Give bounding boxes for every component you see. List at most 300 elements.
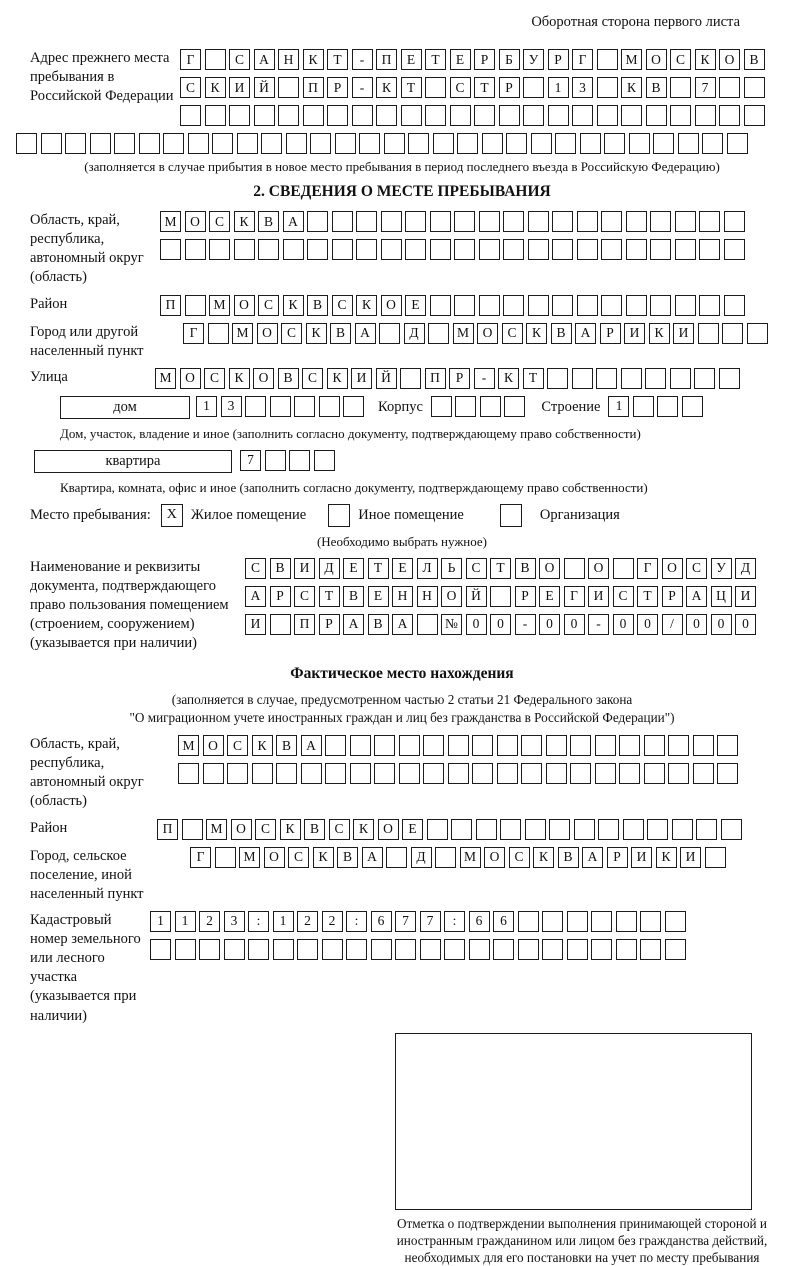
char-cell[interactable] bbox=[503, 295, 524, 316]
char-cell[interactable] bbox=[199, 939, 220, 960]
char-cell[interactable]: К bbox=[283, 295, 304, 316]
char-cell[interactable] bbox=[657, 396, 678, 417]
char-cell[interactable]: О bbox=[264, 847, 285, 868]
char-cell[interactable] bbox=[696, 819, 717, 840]
char-cell[interactable] bbox=[185, 239, 206, 260]
char-cell[interactable]: А bbox=[582, 847, 603, 868]
char-cell[interactable] bbox=[322, 939, 343, 960]
char-cell[interactable] bbox=[629, 133, 650, 154]
char-cell[interactable] bbox=[722, 323, 743, 344]
char-cell[interactable]: 0 bbox=[686, 614, 707, 635]
char-cell[interactable]: Л bbox=[417, 558, 438, 579]
char-cell[interactable]: И bbox=[624, 323, 645, 344]
char-cell[interactable] bbox=[675, 239, 696, 260]
char-cell[interactable] bbox=[356, 211, 377, 232]
char-cell[interactable]: К bbox=[695, 49, 716, 70]
char-cell[interactable] bbox=[332, 239, 353, 260]
char-cell[interactable]: : bbox=[248, 911, 269, 932]
char-cell[interactable]: Д bbox=[411, 847, 432, 868]
char-cell[interactable] bbox=[717, 763, 738, 784]
char-cell[interactable] bbox=[518, 911, 539, 932]
char-cell[interactable] bbox=[591, 911, 612, 932]
char-cell[interactable]: О bbox=[477, 323, 498, 344]
char-cell[interactable]: Д bbox=[319, 558, 340, 579]
char-cell[interactable]: У bbox=[523, 49, 544, 70]
char-cell[interactable] bbox=[425, 77, 446, 98]
char-cell[interactable] bbox=[564, 558, 585, 579]
char-cell[interactable]: А bbox=[686, 586, 707, 607]
char-cell[interactable]: 2 bbox=[322, 911, 343, 932]
char-cell[interactable] bbox=[430, 295, 451, 316]
char-cell[interactable]: № bbox=[441, 614, 462, 635]
char-cell[interactable] bbox=[381, 239, 402, 260]
char-cell[interactable] bbox=[332, 211, 353, 232]
char-cell[interactable] bbox=[626, 239, 647, 260]
char-cell[interactable]: 0 bbox=[564, 614, 585, 635]
char-cell[interactable]: С bbox=[450, 77, 471, 98]
char-cell[interactable] bbox=[552, 239, 573, 260]
char-cell[interactable]: - bbox=[352, 77, 373, 98]
char-cell[interactable]: 7 bbox=[395, 911, 416, 932]
char-cell[interactable] bbox=[435, 847, 456, 868]
char-cell[interactable] bbox=[546, 735, 567, 756]
char-cell[interactable] bbox=[675, 295, 696, 316]
char-cell[interactable]: К bbox=[353, 819, 374, 840]
char-cell[interactable] bbox=[604, 133, 625, 154]
char-cell[interactable] bbox=[521, 735, 542, 756]
char-cell[interactable] bbox=[307, 239, 328, 260]
char-cell[interactable]: К bbox=[498, 368, 519, 389]
char-cell[interactable] bbox=[451, 819, 472, 840]
char-cell[interactable]: О bbox=[257, 323, 278, 344]
char-cell[interactable]: О bbox=[441, 586, 462, 607]
char-cell[interactable] bbox=[549, 819, 570, 840]
char-cell[interactable] bbox=[335, 133, 356, 154]
char-cell[interactable] bbox=[699, 295, 720, 316]
char-cell[interactable]: 1 bbox=[273, 911, 294, 932]
char-cell[interactable] bbox=[567, 911, 588, 932]
char-cell[interactable]: Г bbox=[183, 323, 204, 344]
char-cell[interactable]: В bbox=[551, 323, 572, 344]
char-cell[interactable]: О bbox=[253, 368, 274, 389]
char-cell[interactable] bbox=[430, 211, 451, 232]
char-cell[interactable]: Г bbox=[180, 49, 201, 70]
char-cell[interactable]: Р bbox=[474, 49, 495, 70]
char-cell[interactable]: Р bbox=[499, 77, 520, 98]
char-cell[interactable] bbox=[542, 939, 563, 960]
char-cell[interactable]: С bbox=[180, 77, 201, 98]
char-cell[interactable]: М bbox=[209, 295, 230, 316]
char-cell[interactable] bbox=[248, 939, 269, 960]
char-cell[interactable]: : bbox=[346, 911, 367, 932]
char-cell[interactable]: Т bbox=[523, 368, 544, 389]
char-cell[interactable]: 1 bbox=[150, 911, 171, 932]
char-cell[interactable] bbox=[356, 239, 377, 260]
char-cell[interactable]: 7 bbox=[240, 450, 261, 471]
char-cell[interactable] bbox=[633, 396, 654, 417]
char-cell[interactable]: 0 bbox=[613, 614, 634, 635]
char-cell[interactable] bbox=[521, 763, 542, 784]
char-cell[interactable]: О bbox=[231, 819, 252, 840]
char-cell[interactable] bbox=[319, 396, 340, 417]
char-cell[interactable] bbox=[695, 105, 716, 126]
char-cell[interactable]: 0 bbox=[466, 614, 487, 635]
char-cell[interactable] bbox=[379, 323, 400, 344]
char-cell[interactable]: Р bbox=[270, 586, 291, 607]
char-cell[interactable]: 6 bbox=[493, 911, 514, 932]
char-cell[interactable] bbox=[278, 77, 299, 98]
char-cell[interactable] bbox=[325, 735, 346, 756]
char-cell[interactable] bbox=[307, 211, 328, 232]
char-cell[interactable] bbox=[675, 211, 696, 232]
char-cell[interactable] bbox=[65, 133, 86, 154]
char-cell[interactable] bbox=[699, 211, 720, 232]
char-cell[interactable]: С bbox=[502, 323, 523, 344]
char-cell[interactable]: О bbox=[719, 49, 740, 70]
char-cell[interactable] bbox=[548, 105, 569, 126]
char-cell[interactable] bbox=[114, 133, 135, 154]
char-cell[interactable] bbox=[234, 239, 255, 260]
char-cell[interactable] bbox=[212, 133, 233, 154]
char-cell[interactable]: С bbox=[302, 368, 323, 389]
char-cell[interactable] bbox=[350, 735, 371, 756]
char-cell[interactable]: Н bbox=[392, 586, 413, 607]
char-cell[interactable]: Т bbox=[490, 558, 511, 579]
char-cell[interactable]: О bbox=[234, 295, 255, 316]
char-cell[interactable]: С bbox=[294, 586, 315, 607]
char-cell[interactable] bbox=[433, 133, 454, 154]
char-cell[interactable] bbox=[400, 368, 421, 389]
char-cell[interactable] bbox=[448, 735, 469, 756]
char-cell[interactable] bbox=[399, 735, 420, 756]
char-cell[interactable]: С bbox=[204, 368, 225, 389]
char-cell[interactable] bbox=[598, 819, 619, 840]
char-cell[interactable]: : bbox=[444, 911, 465, 932]
char-cell[interactable]: 3 bbox=[572, 77, 593, 98]
char-cell[interactable]: 0 bbox=[735, 614, 756, 635]
char-cell[interactable]: К bbox=[327, 368, 348, 389]
char-cell[interactable]: П bbox=[294, 614, 315, 635]
char-cell[interactable]: В bbox=[330, 323, 351, 344]
char-cell[interactable]: В bbox=[558, 847, 579, 868]
char-cell[interactable]: К bbox=[229, 368, 250, 389]
char-cell[interactable]: А bbox=[301, 735, 322, 756]
char-cell[interactable] bbox=[531, 133, 552, 154]
char-cell[interactable]: Г bbox=[564, 586, 585, 607]
char-cell[interactable]: Р bbox=[319, 614, 340, 635]
char-cell[interactable] bbox=[670, 105, 691, 126]
char-cell[interactable] bbox=[650, 239, 671, 260]
char-cell[interactable] bbox=[265, 450, 286, 471]
char-cell[interactable] bbox=[185, 295, 206, 316]
char-cell[interactable]: В bbox=[744, 49, 765, 70]
char-cell[interactable]: К bbox=[621, 77, 642, 98]
char-cell[interactable] bbox=[693, 735, 714, 756]
char-cell[interactable] bbox=[678, 133, 699, 154]
char-cell[interactable] bbox=[374, 735, 395, 756]
char-cell[interactable] bbox=[650, 295, 671, 316]
char-cell[interactable] bbox=[472, 735, 493, 756]
char-cell[interactable] bbox=[724, 239, 745, 260]
char-cell[interactable] bbox=[455, 396, 476, 417]
char-cell[interactable]: И bbox=[680, 847, 701, 868]
char-cell[interactable]: Т bbox=[368, 558, 389, 579]
char-cell[interactable]: С bbox=[227, 735, 248, 756]
char-cell[interactable] bbox=[374, 763, 395, 784]
char-cell[interactable]: И bbox=[735, 586, 756, 607]
char-cell[interactable] bbox=[425, 105, 446, 126]
char-cell[interactable] bbox=[182, 819, 203, 840]
char-cell[interactable] bbox=[469, 939, 490, 960]
char-cell[interactable] bbox=[595, 735, 616, 756]
char-cell[interactable] bbox=[480, 396, 501, 417]
char-cell[interactable] bbox=[444, 939, 465, 960]
char-cell[interactable] bbox=[175, 939, 196, 960]
char-cell[interactable]: О bbox=[378, 819, 399, 840]
char-cell[interactable] bbox=[646, 105, 667, 126]
char-cell[interactable]: М bbox=[239, 847, 260, 868]
char-cell[interactable] bbox=[546, 763, 567, 784]
char-cell[interactable]: С bbox=[255, 819, 276, 840]
char-cell[interactable]: И bbox=[351, 368, 372, 389]
char-cell[interactable]: 7 bbox=[695, 77, 716, 98]
residential-checkbox[interactable]: X bbox=[161, 504, 183, 527]
char-cell[interactable]: Г bbox=[190, 847, 211, 868]
char-cell[interactable] bbox=[668, 763, 689, 784]
char-cell[interactable] bbox=[552, 295, 573, 316]
char-cell[interactable] bbox=[350, 763, 371, 784]
char-cell[interactable]: М bbox=[232, 323, 253, 344]
char-cell[interactable] bbox=[237, 133, 258, 154]
char-cell[interactable] bbox=[352, 105, 373, 126]
char-cell[interactable]: Й bbox=[254, 77, 275, 98]
char-cell[interactable] bbox=[479, 295, 500, 316]
char-cell[interactable]: 6 bbox=[371, 911, 392, 932]
char-cell[interactable]: Н bbox=[278, 49, 299, 70]
char-cell[interactable] bbox=[597, 77, 618, 98]
char-cell[interactable] bbox=[595, 763, 616, 784]
char-cell[interactable] bbox=[504, 396, 525, 417]
char-cell[interactable] bbox=[428, 323, 449, 344]
char-cell[interactable]: В bbox=[307, 295, 328, 316]
char-cell[interactable] bbox=[457, 133, 478, 154]
char-cell[interactable] bbox=[405, 239, 426, 260]
char-cell[interactable] bbox=[555, 133, 576, 154]
other-premises-checkbox[interactable] bbox=[328, 504, 350, 527]
char-cell[interactable]: Р bbox=[515, 586, 536, 607]
char-cell[interactable]: Е bbox=[343, 558, 364, 579]
char-cell[interactable] bbox=[597, 49, 618, 70]
char-cell[interactable] bbox=[506, 133, 527, 154]
char-cell[interactable]: 7 bbox=[420, 911, 441, 932]
char-cell[interactable]: Е bbox=[539, 586, 560, 607]
char-cell[interactable]: Д bbox=[735, 558, 756, 579]
char-cell[interactable] bbox=[278, 105, 299, 126]
char-cell[interactable] bbox=[283, 239, 304, 260]
char-cell[interactable]: Р bbox=[607, 847, 628, 868]
char-cell[interactable]: 0 bbox=[490, 614, 511, 635]
char-cell[interactable] bbox=[702, 133, 723, 154]
char-cell[interactable]: О bbox=[539, 558, 560, 579]
char-cell[interactable] bbox=[208, 323, 229, 344]
char-cell[interactable]: С bbox=[332, 295, 353, 316]
char-cell[interactable] bbox=[621, 105, 642, 126]
char-cell[interactable] bbox=[303, 105, 324, 126]
char-cell[interactable]: 3 bbox=[221, 396, 242, 417]
char-cell[interactable] bbox=[705, 847, 726, 868]
char-cell[interactable]: 0 bbox=[711, 614, 732, 635]
char-cell[interactable]: Е bbox=[368, 586, 389, 607]
char-cell[interactable]: Т bbox=[474, 77, 495, 98]
char-cell[interactable] bbox=[601, 211, 622, 232]
char-cell[interactable]: С bbox=[245, 558, 266, 579]
char-cell[interactable]: Р bbox=[600, 323, 621, 344]
char-cell[interactable] bbox=[744, 105, 765, 126]
char-cell[interactable]: Т bbox=[327, 49, 348, 70]
char-cell[interactable]: П bbox=[376, 49, 397, 70]
char-cell[interactable]: А bbox=[362, 847, 383, 868]
char-cell[interactable] bbox=[497, 735, 518, 756]
char-cell[interactable] bbox=[90, 133, 111, 154]
char-cell[interactable] bbox=[621, 368, 642, 389]
char-cell[interactable] bbox=[139, 133, 160, 154]
char-cell[interactable] bbox=[430, 239, 451, 260]
char-cell[interactable] bbox=[343, 396, 364, 417]
char-cell[interactable]: В bbox=[278, 368, 299, 389]
char-cell[interactable] bbox=[572, 105, 593, 126]
char-cell[interactable] bbox=[644, 763, 665, 784]
char-cell[interactable] bbox=[294, 396, 315, 417]
char-cell[interactable] bbox=[528, 295, 549, 316]
char-cell[interactable] bbox=[503, 211, 524, 232]
char-cell[interactable]: В bbox=[258, 211, 279, 232]
char-cell[interactable]: С bbox=[229, 49, 250, 70]
char-cell[interactable]: К bbox=[526, 323, 547, 344]
char-cell[interactable]: К bbox=[656, 847, 677, 868]
char-cell[interactable] bbox=[205, 49, 226, 70]
char-cell[interactable] bbox=[591, 939, 612, 960]
char-cell[interactable]: С bbox=[209, 211, 230, 232]
char-cell[interactable] bbox=[616, 911, 637, 932]
char-cell[interactable]: В bbox=[515, 558, 536, 579]
char-cell[interactable]: П bbox=[303, 77, 324, 98]
char-cell[interactable] bbox=[650, 211, 671, 232]
char-cell[interactable] bbox=[381, 211, 402, 232]
char-cell[interactable]: - bbox=[588, 614, 609, 635]
char-cell[interactable] bbox=[224, 939, 245, 960]
char-cell[interactable] bbox=[727, 133, 748, 154]
char-cell[interactable]: К bbox=[205, 77, 226, 98]
char-cell[interactable] bbox=[245, 396, 266, 417]
char-cell[interactable] bbox=[261, 133, 282, 154]
char-cell[interactable] bbox=[665, 939, 686, 960]
char-cell[interactable] bbox=[203, 763, 224, 784]
char-cell[interactable] bbox=[346, 939, 367, 960]
char-cell[interactable]: К bbox=[356, 295, 377, 316]
char-cell[interactable]: А bbox=[283, 211, 304, 232]
char-cell[interactable]: И bbox=[588, 586, 609, 607]
char-cell[interactable]: / bbox=[662, 614, 683, 635]
char-cell[interactable] bbox=[474, 105, 495, 126]
char-cell[interactable] bbox=[567, 939, 588, 960]
char-cell[interactable] bbox=[619, 735, 640, 756]
char-cell[interactable]: О bbox=[484, 847, 505, 868]
char-cell[interactable]: О bbox=[203, 735, 224, 756]
char-cell[interactable] bbox=[653, 133, 674, 154]
char-cell[interactable]: М bbox=[178, 735, 199, 756]
char-cell[interactable] bbox=[454, 211, 475, 232]
char-cell[interactable]: Т bbox=[319, 586, 340, 607]
char-cell[interactable]: А bbox=[355, 323, 376, 344]
char-cell[interactable] bbox=[289, 450, 310, 471]
char-cell[interactable]: В bbox=[304, 819, 325, 840]
char-cell[interactable] bbox=[482, 133, 503, 154]
char-cell[interactable]: А bbox=[575, 323, 596, 344]
char-cell[interactable] bbox=[229, 105, 250, 126]
char-cell[interactable] bbox=[371, 939, 392, 960]
char-cell[interactable] bbox=[699, 239, 720, 260]
char-cell[interactable] bbox=[405, 211, 426, 232]
char-cell[interactable]: 2 bbox=[199, 911, 220, 932]
char-cell[interactable]: 0 bbox=[637, 614, 658, 635]
char-cell[interactable]: 1 bbox=[175, 911, 196, 932]
char-cell[interactable]: А bbox=[343, 614, 364, 635]
char-cell[interactable] bbox=[376, 105, 397, 126]
char-cell[interactable] bbox=[399, 763, 420, 784]
char-cell[interactable]: У bbox=[711, 558, 732, 579]
char-cell[interactable]: 2 bbox=[297, 911, 318, 932]
char-cell[interactable] bbox=[570, 735, 591, 756]
char-cell[interactable] bbox=[698, 323, 719, 344]
char-cell[interactable] bbox=[41, 133, 62, 154]
char-cell[interactable] bbox=[493, 939, 514, 960]
char-cell[interactable] bbox=[572, 368, 593, 389]
char-cell[interactable] bbox=[472, 763, 493, 784]
char-cell[interactable] bbox=[16, 133, 37, 154]
char-cell[interactable]: А bbox=[392, 614, 413, 635]
organization-checkbox[interactable] bbox=[500, 504, 522, 527]
char-cell[interactable]: М bbox=[160, 211, 181, 232]
char-cell[interactable] bbox=[719, 105, 740, 126]
char-cell[interactable] bbox=[314, 450, 335, 471]
char-cell[interactable]: В bbox=[276, 735, 297, 756]
char-cell[interactable] bbox=[227, 763, 248, 784]
char-cell[interactable]: К bbox=[234, 211, 255, 232]
char-cell[interactable]: О bbox=[646, 49, 667, 70]
char-cell[interactable]: О bbox=[185, 211, 206, 232]
char-cell[interactable] bbox=[178, 763, 199, 784]
char-cell[interactable] bbox=[525, 819, 546, 840]
char-cell[interactable] bbox=[209, 239, 230, 260]
char-cell[interactable]: М bbox=[155, 368, 176, 389]
char-cell[interactable]: П bbox=[160, 295, 181, 316]
char-cell[interactable]: М bbox=[621, 49, 642, 70]
char-cell[interactable]: Г bbox=[572, 49, 593, 70]
char-cell[interactable] bbox=[570, 763, 591, 784]
char-cell[interactable] bbox=[454, 239, 475, 260]
char-cell[interactable]: В bbox=[337, 847, 358, 868]
char-cell[interactable]: М bbox=[453, 323, 474, 344]
char-cell[interactable]: А bbox=[254, 49, 275, 70]
char-cell[interactable]: - bbox=[474, 368, 495, 389]
char-cell[interactable] bbox=[601, 239, 622, 260]
char-cell[interactable] bbox=[500, 819, 521, 840]
char-cell[interactable] bbox=[423, 735, 444, 756]
char-cell[interactable]: Й bbox=[376, 368, 397, 389]
char-cell[interactable]: 6 bbox=[469, 911, 490, 932]
char-cell[interactable] bbox=[450, 105, 471, 126]
char-cell[interactable]: 1 bbox=[196, 396, 217, 417]
